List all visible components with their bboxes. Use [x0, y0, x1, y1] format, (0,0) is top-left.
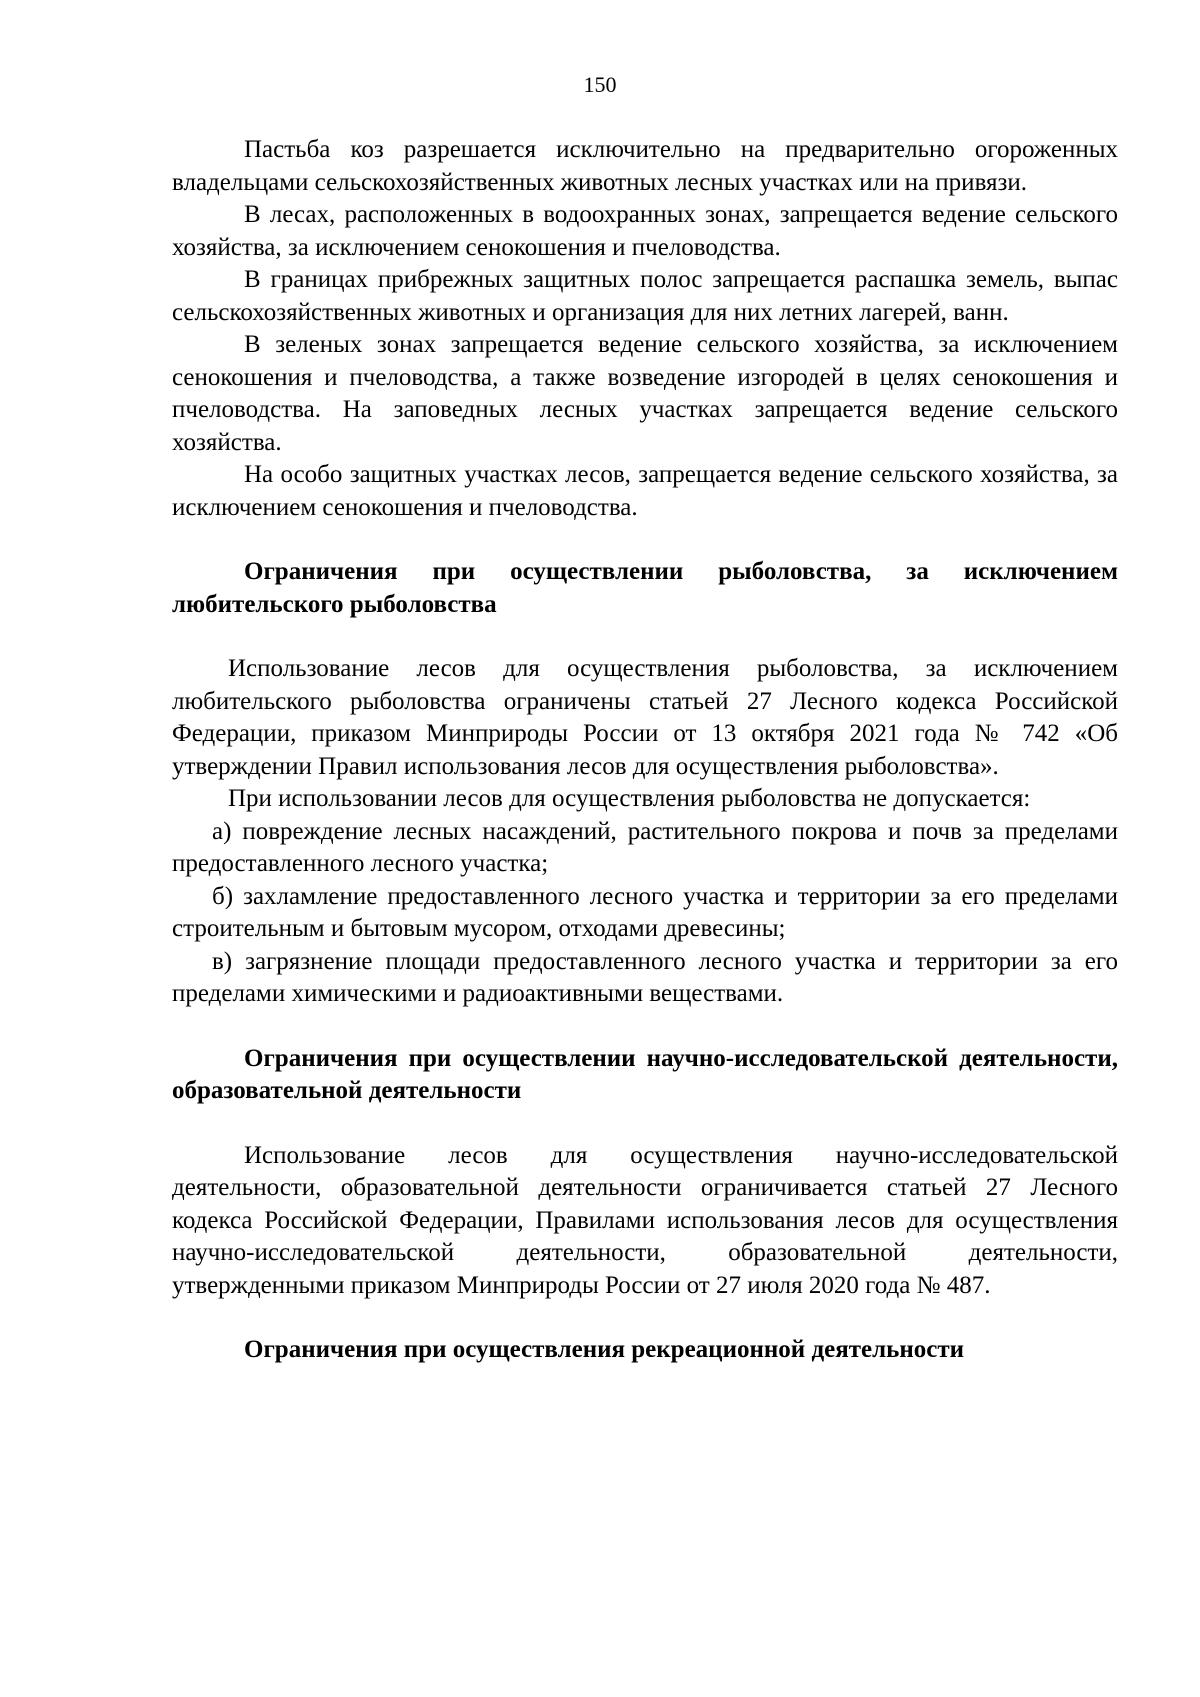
paragraph-water-protection-zones: В лесах, расположенных в водоохранных зонах, запрещается ведение сельского хозяйства, за исключением сенокошения и пчеловодства.	[172, 201, 1118, 261]
section-gap	[172, 1108, 1118, 1140]
section-gap	[172, 524, 1118, 556]
list-item-fishing-c: в) загрязнение площади предоставленного лесного участка и территории за его пределами химическими и радиоактивными веществами.	[172, 947, 1118, 1007]
paragraph-goat-grazing: Пастьба коз разрешается исключительно на предварительно огороженных владельцами сельскохозяйственных животных лесных участках или на привязи.	[172, 136, 1118, 196]
section-heading-recreation: Ограничения при осуществления рекреационной деятельности	[244, 1336, 965, 1363]
paragraph-research: Использование лесов для осуществления научно-исследовательской деятельности, образовательной деятельности ограничивается статьей 27 Лесного кодекса Российской Федерации, Правилами использования лесов для осуществления научно-исследовательской деятельности, образовательной деятельности, утвержденными приказом Минприроды России от 27 июля 2020 года № 487.	[172, 1141, 1118, 1299]
paragraph-especially-protective-areas: На особо защитных участках лесов, запрещается ведение сельского хозяйства, за исключением сенокошения и пчеловодства.	[172, 461, 1118, 521]
paragraph-green-zones: В зеленых зонах запрещается ведение сельского хозяйства, за исключением сенокошения и пчеловодства, а также возведение изгородей в целях сенокошения и пчеловодства. На заповедных лесных участках запрещается ведение сельского хозяйства.	[172, 331, 1118, 456]
paragraph-fishing-intro: Использование лесов для осуществления рыболовства, за исключением любительского рыболовства ограничены статьей 27 Лесного кодекса Российской Федерации, приказом Минприроды России от 13 октября 2021 года № 742 «Об утверждении Правил использования лесов для осуществления рыболовства».	[172, 655, 1118, 780]
list-item-fishing-b: б) захламление предоставленного лесного участка и территории за его пределами строительным и бытовым мусором, отходами древесины;	[172, 882, 1118, 942]
paragraph-fishing-not-allowed: При использовании лесов для осуществления рыболовства не допускается:	[228, 785, 1031, 812]
section-gap	[172, 1302, 1118, 1334]
section-heading-research: Ограничения при осуществлении научно-исследовательской деятельности, образовательной деятельности	[172, 1044, 1118, 1104]
section-gap	[172, 621, 1118, 653]
paragraph-coastal-protective-strips: В границах прибрежных защитных полос запрещается распашка земель, выпас сельскохозяйственных животных и организация для них летних лагерей, ванн.	[172, 266, 1118, 326]
section-gap	[172, 1011, 1118, 1043]
section-heading-fishing: Ограничения при осуществлении рыболовства, за исключением любительского рыболовства	[172, 558, 1118, 618]
list-item-fishing-a: а) повреждение лесных насаждений, растительного покрова и почв за пределами предоставленного лесного участка;	[172, 817, 1118, 877]
page-number: 150	[583, 72, 617, 97]
page-content	[172, 134, 1118, 1367]
